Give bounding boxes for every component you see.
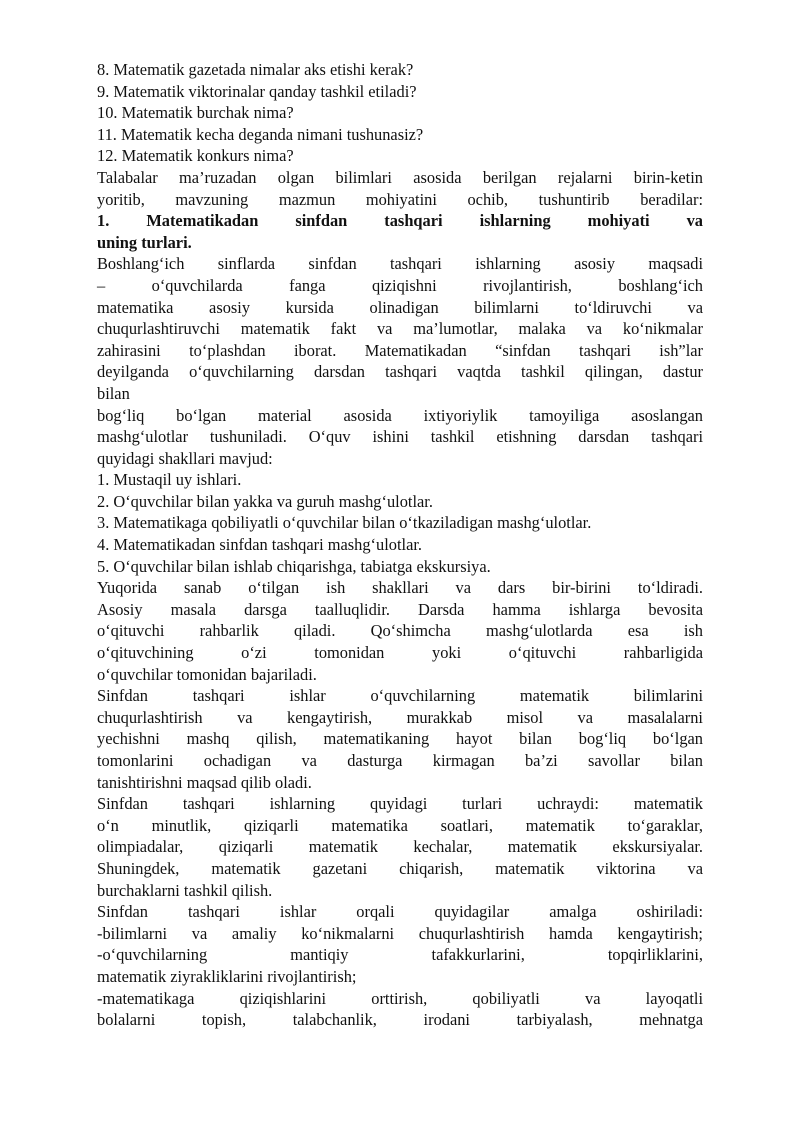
text-line: o‘n minutlik, qiziqarli matematika soatlari, matematik to‘garaklar, xyxy=(97,815,703,835)
text-line: quyidagi shakllari mavjud: xyxy=(97,448,273,468)
text-line: chuqurlashtiruvchi matematik fakt va ma’lumotlar, malaka va ko‘nikmalar xyxy=(97,319,703,339)
text-line: -bilimlarni va amaliy ko‘nikmalarni chuqurlashtirish hamda kengaytirish; xyxy=(97,923,703,943)
text-line: burchaklarni tashkil qilish. xyxy=(97,880,273,900)
text-line: Yuqorida sanab o‘tilgan ish shakllari va dars bir-birini to‘ldiradi. xyxy=(97,578,703,598)
text-line: uning turlari. xyxy=(97,232,192,252)
text-line: 2. O‘quvchilar bilan yakka va guruh mashg‘ulotlar. xyxy=(97,491,433,511)
text-line: chuqurlashtirish va kengaytirish, murakkab misol va masalalarni xyxy=(97,707,703,727)
text-line: Sinfdan tashqari ishlarning quyidagi turlari uchraydi: matematik xyxy=(97,794,703,814)
text-line: – o‘quvchilarda fanga qiziqishni rivojlantirish, boshlang‘ich xyxy=(97,275,703,295)
text-line: matematika asosiy kursida olinadigan bilimlarni to‘ldiruvchi va xyxy=(97,297,703,317)
document-page xyxy=(97,59,703,1031)
text-line: bog‘liq bo‘lgan material asosida ixtiyoriylik tamoyiliga asoslangan xyxy=(97,405,703,425)
text-line: Boshlang‘ich sinflarda sinfdan tashqari ishlarning asosiy maqsadi xyxy=(97,254,703,274)
text-line: 3. Matematikaga qobiliyatli o‘quvchilar bilan o‘tkaziladigan mashg‘ulotlar. xyxy=(97,513,592,533)
text-line: 9. Matematik viktorinalar qanday tashkil etiladi? xyxy=(97,81,417,101)
text-line: Asosiy masala darsga taalluqlidir. Darsda hamma ishlarga bevosita xyxy=(97,599,703,619)
text-line: Sinfdan tashqari ishlar orqali quyidagilar amalga oshiriladi: xyxy=(97,902,703,922)
text-line: zahirasini to‘plashdan iborat. Matematikadan “sinfdan tashqari ish”lar xyxy=(97,340,703,360)
text-line: bilan xyxy=(97,383,130,403)
text-line: Sinfdan tashqari ishlar o‘quvchilarning matematik bilimlarini xyxy=(97,686,703,706)
text-line: -matematikaga qiziqishlarini orttirish, qobiliyatli va layoqatli xyxy=(97,988,703,1008)
text-line: matematik ziyrakliklarini rivojlantirish; xyxy=(97,966,357,986)
text-line: o‘quvchilar tomonidan bajariladi. xyxy=(97,664,317,684)
text-line: -o‘quvchilarning mantiqiy tafakkurlarini, topqirliklarini, xyxy=(97,945,703,965)
text-line: Shuningdek, matematik gazetani chiqarish, matematik viktorina va xyxy=(97,858,703,878)
text-line: o‘qituvchining o‘zi tomonidan yoki o‘qituvchi rahbarligida xyxy=(97,643,703,663)
text-line: deyilganda o‘quvchilarning darsdan tashqari vaqtda tashkil qilingan, dastur xyxy=(97,362,703,382)
text-line: bolalarni topish, talabchanlik, irodani tarbiyalash, mehnatga xyxy=(97,1010,703,1030)
text-line: tomonlarini ochadigan va dasturga kirmagan ba’zi savollar bilan xyxy=(97,751,703,770)
text-line: 1. Mustaqil uy ishlari. xyxy=(97,470,242,490)
text-line: Talabalar ma’ruzadan olgan bilimlari asosida berilgan rejalarni birin-ketin xyxy=(97,167,703,187)
text-line: 10. Matematik burchak nima? xyxy=(97,103,294,123)
text-line: 8. Matematik gazetada nimalar aks etishi kerak? xyxy=(97,60,414,79)
text-line: 12. Matematik konkurs nima? xyxy=(97,146,294,166)
text-line: tanishtirishni maqsad qilib oladi. xyxy=(97,772,312,792)
text-line: 1. Matematikadan sinfdan tashqari ishlarning mohiyati va xyxy=(97,211,703,231)
text-line: 4. Matematikadan sinfdan tashqari mashg‘ulotlar. xyxy=(97,535,422,555)
text-line: yechishni mashq qilish, matematikaning hayot bilan bog‘liq bo‘lgan xyxy=(97,729,703,749)
text-line: 11. Matematik kecha deganda nimani tushunasiz? xyxy=(97,124,424,144)
text-line: 5. O‘quvchilar bilan ishlab chiqarishga, tabiatga ekskursiya. xyxy=(97,556,491,576)
text-line: olimpiadalar, qiziqarli matematik kechalar, matematik ekskursiyalar. xyxy=(97,837,703,857)
text-line: o‘qituvchi rahbarlik qiladi. Qo‘shimcha mashg‘ulotlarda esa ish xyxy=(97,621,703,641)
text-line: yoritib, mavzuning mazmun mohiyatini ochib, tushuntirib beradilar: xyxy=(97,189,703,209)
text-line: mashg‘ulotlar tushuniladi. O‘quv ishini tashkil etishning darsdan tashqari xyxy=(97,427,703,447)
